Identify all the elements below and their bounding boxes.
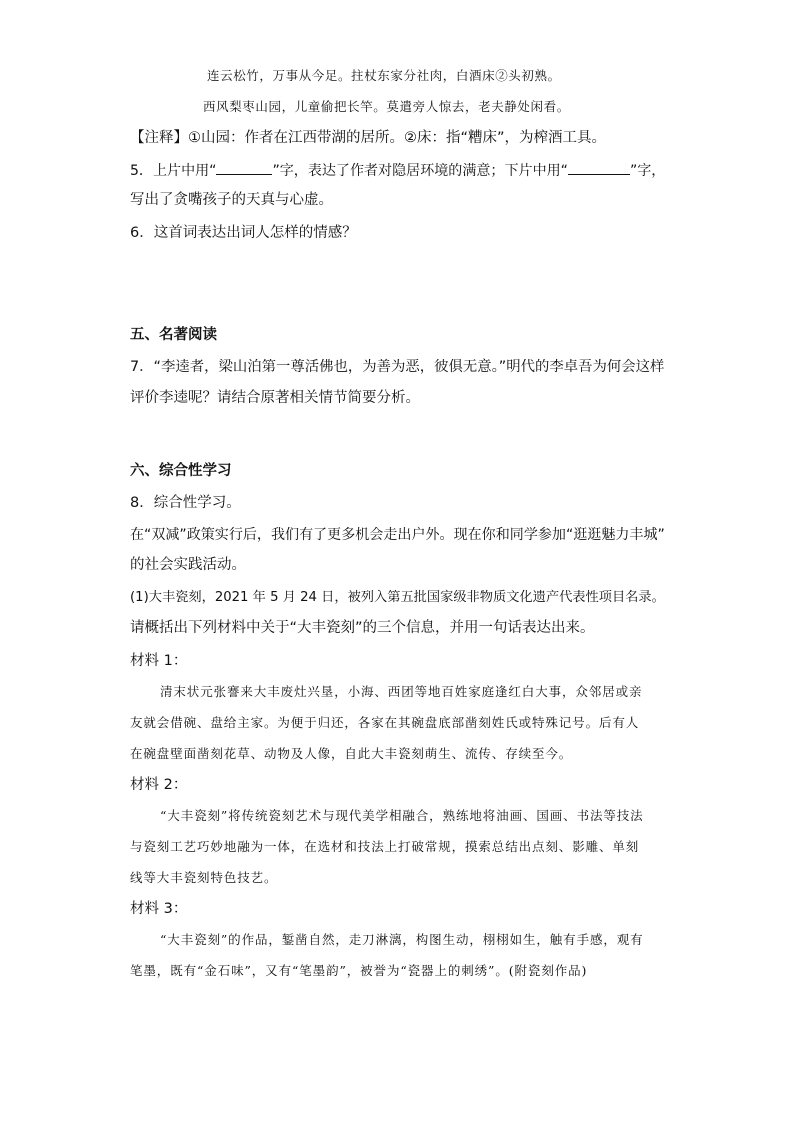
material-3-label: 材料 3： (130, 901, 188, 917)
material-1-label: 材料 1： (130, 653, 188, 669)
question-7-line-2: 评价李逵呢？请结合原著相关情节简要分析。 (130, 390, 420, 406)
material-2-label: 材料 2： (130, 777, 188, 793)
material-1-line-2: 友就会借碗、盘给主家。为便于归还，各家在其碗盘底部凿刻姓氏或特殊记号。后有人 (130, 715, 640, 730)
material-2-line-1: “大丰瓷刻”将传统瓷刻艺术与现代美学相融合，熟练地将油画、国画、书法等技法 (160, 808, 644, 823)
poem-line-1: 连云松竹，万事从今足。拄杖东家分社肉，白酒床②头初熟。 (207, 68, 561, 83)
material-1-line-1: 清末状元张謇来大丰废灶兴垦，小海、西团等地百姓家庭逢红白大事，众邻居或亲 (160, 684, 643, 699)
poem-line-2: 西风梨枣山园，儿童偷把长竿。莫遣旁人惊去，老夫静处闲看。 (203, 99, 570, 114)
material-1-line-3: 在碗盘壁面凿刻花草、动物及人像，自此大丰瓷刻萌生、流传、存续至今。 (130, 746, 573, 761)
material-2-line-3: 线等大丰瓷刻特色技艺。 (130, 870, 278, 885)
annotation-note: 【注释】①山园：作者在江西带湖的居所。②床：指“糟床”，为榨酒工具。 (130, 130, 607, 146)
intro-line-2: 的社会实践活动。 (130, 557, 246, 573)
section-6-title: 六、综合性学习 (130, 463, 232, 479)
question-5-text-b: ”字，表达了作者对隐居环境的满意；下片中用“ (272, 163, 568, 179)
intro-line-1: 在“双减”政策实行后，我们有了更多机会走出户外。现在你和同学参加“逛逛魅力丰城” (130, 527, 665, 543)
material-3-line-1: “大丰瓷刻”的作品，錾凿自然，走刀淋漓，构图生动，栩栩如生，触有手感，观有 (160, 932, 644, 947)
answer-blank-1[interactable] (216, 160, 272, 175)
question-5-line-2: 写出了贪嘴孩子的天真与心虚。 (130, 192, 333, 208)
material-3-line-2: 笔墨，既有“金石味”，又有“笔墨韵”，被誉为“瓷器上的刺绣”。(附瓷刻作品) (130, 963, 588, 978)
question-6: 6．这首词表达出词人怎样的情感？ (130, 225, 357, 241)
question-7-line-1: 7．“李逵者，梁山泊第一尊活佛也，为善为恶，彼俱无意。”明代的李卓吾为何会这样 (130, 359, 665, 375)
material-2-line-2: 与瓷刻工艺巧妙地融为一体，在选材和技法上打破常规，摸索总结出点刻、影雕、单刻 (130, 839, 640, 854)
question-5-text-c: ”字， (629, 163, 666, 179)
question-5-text-a: 5．上片中用“ (130, 163, 217, 179)
question-5-line-1 (130, 160, 665, 181)
sub-question-1-line-1: (1)大丰瓷刻，2021 年 5 月 24 日，被列入第五批国家级非物质文化遗产代表性项目名录。 (130, 590, 665, 605)
answer-blank-2[interactable] (568, 160, 630, 175)
section-5-title: 五、名著阅读 (130, 327, 217, 343)
sub-question-1-line-2: 请概括出下列材料中关于“大丰瓷刻”的三个信息，并用一句话表达出来。 (130, 620, 595, 636)
question-8: 8．综合性学习。 (130, 495, 241, 511)
